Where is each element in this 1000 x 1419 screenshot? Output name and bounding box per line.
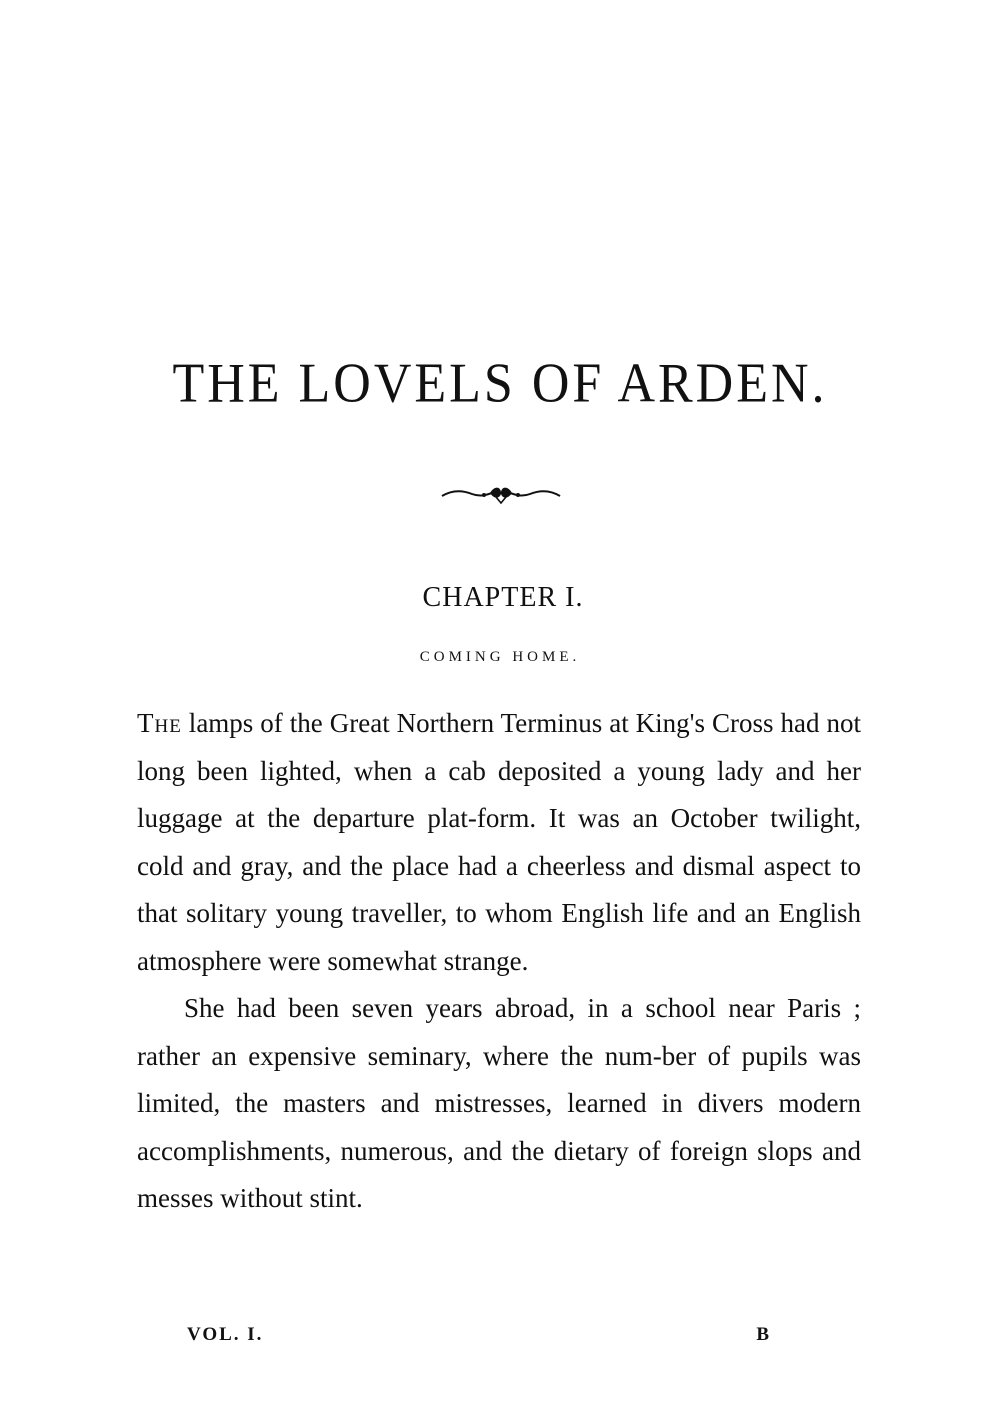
volume-label: VOL. I. bbox=[187, 1324, 264, 1345]
book-title: THE LOVELS OF ARDEN. bbox=[172, 352, 828, 415]
paragraph-text: lamps of the Great Northern Terminus at King's Cross had not long been lighted, when a cab deposited a young lady and her luggage at the departure plat-form. It was an October twilight, cold and gray, and the place had a cheerless and dismal aspect to that solitary young traveller, to whom English life and an English atmosphere were somewhat strange. bbox=[137, 708, 861, 976]
paragraph bbox=[137, 700, 861, 985]
ornament-flourish-icon bbox=[440, 482, 562, 506]
page-footer bbox=[187, 1324, 771, 1354]
chapter-body bbox=[137, 700, 861, 1223]
paragraph-lead-word: The bbox=[137, 708, 182, 738]
paragraph bbox=[137, 985, 861, 1223]
paragraph-text: She had been seven years abroad, in a school near Paris ; rather an expensive seminary, where the num-ber of pupils was limited, the masters and mistresses, learned in divers modern accomplishments, numerous, and the dietary of foreign slops and messes without stint. bbox=[137, 993, 861, 1213]
signature-mark: B bbox=[756, 1324, 771, 1345]
chapter-number: CHAPTER I. bbox=[422, 582, 584, 613]
chapter-subtitle: COMING HOME. bbox=[419, 649, 581, 665]
